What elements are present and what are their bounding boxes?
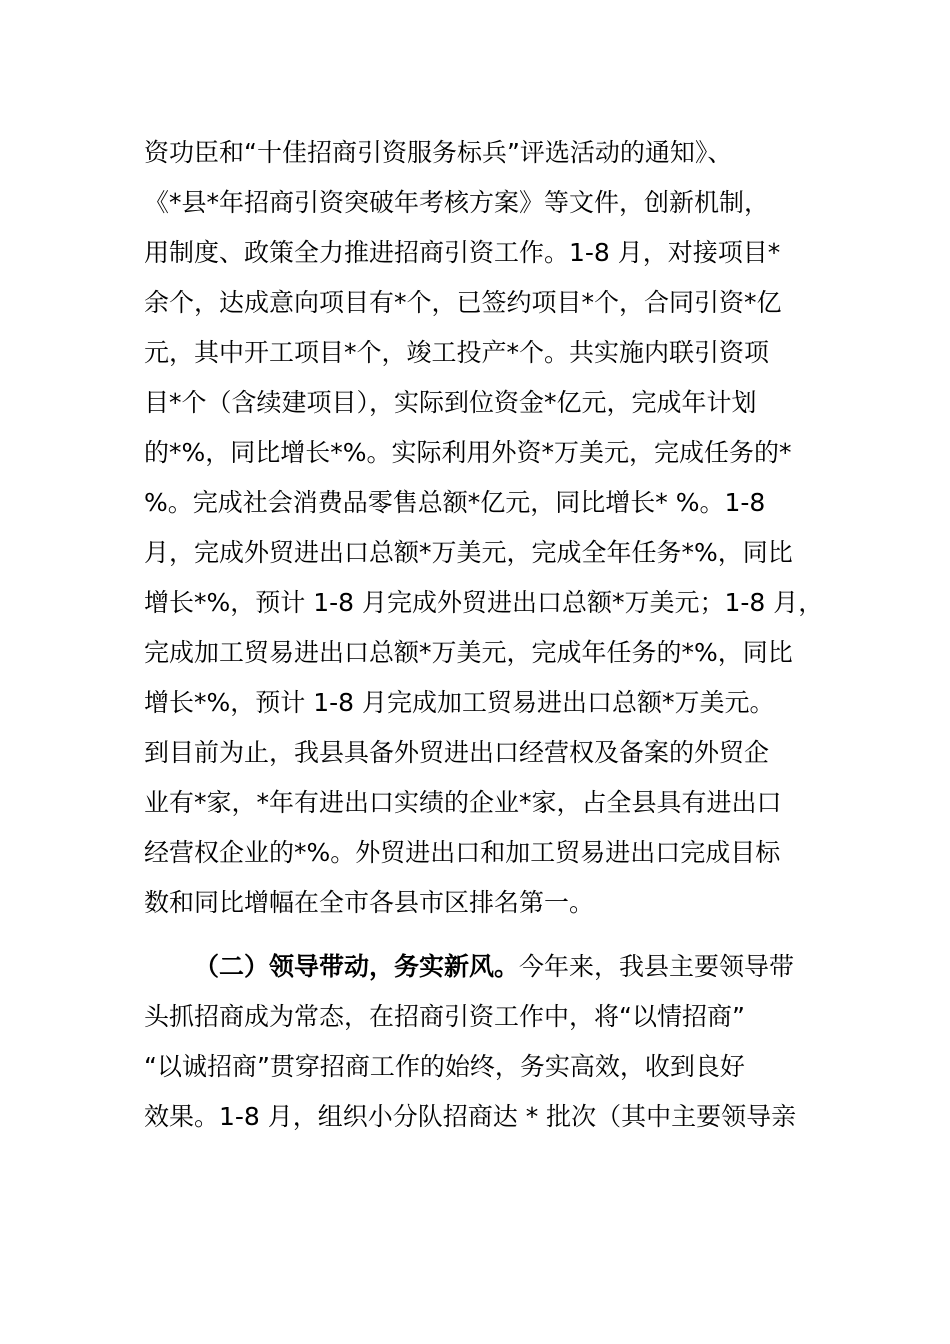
paragraph-1-line: 经营权企业的*%。外贸进出口和加工贸易进出口完成目标 (144, 838, 781, 867)
paragraph-1-line: 增长*%，预计 1-8 月完成外贸进出口总额*万美元；1-8 月， (144, 588, 824, 617)
paragraph-1-line: 余个，达成意向项目有*个，已签约项目*个，合同引资*亿 (144, 288, 782, 317)
paragraph-1-line: 元，其中开工项目*个，竣工投产*个。共实施内联引资项 (144, 338, 770, 367)
paragraph-1-line: 增长*%，预计 1-8 月完成加工贸易进出口总额*万美元。 (144, 688, 775, 717)
paragraph-1 (144, 128, 824, 928)
paragraph-1-line: 《*县*年招商引资突破年考核方案》等文件，创新机制， (144, 188, 770, 217)
paragraph-1-line: 到目前为止，我县具备外贸进出口经营权及备案的外贸企 (144, 738, 770, 767)
paragraph-gap (144, 928, 824, 942)
paragraph-2-line: 效果。1-8 月，组织小分队招商达 * 批次（其中主要领导亲 (144, 1102, 797, 1131)
document-body (144, 128, 824, 1142)
paragraph-1-line: 资功臣和“十佳招商引资服务标兵”评选活动的通知》、 (144, 138, 733, 167)
paragraph-1-line: 的*%，同比增长*%。实际利用外资*万美元，完成任务的* (144, 438, 792, 467)
paragraph-2-line: “以诚招商”贯穿招商工作的始终，务实高效，收到良好 (144, 1052, 745, 1081)
paragraph-1-line: 月，完成外贸进出口总额*万美元，完成全年任务*%，同比 (144, 538, 793, 567)
paragraph-2 (144, 942, 824, 1142)
paragraph-1-line: 业有*家，*年有进出口实绩的企业*家，占全县具有进出口 (144, 788, 782, 817)
paragraph-2-first-line (144, 942, 824, 992)
paragraph-2-first-line-text: 今年来，我县主要领导带 (519, 952, 795, 981)
paragraph-1-line: 完成加工贸易进出口总额*万美元，完成年任务的*%，同比 (144, 638, 793, 667)
paragraph-1-line: 数和同比增幅在全市各县市区排名第一。 (144, 888, 595, 917)
paragraph-1-line: 目*个（含续建项目），实际到位资金*亿元，完成年计划 (144, 388, 757, 417)
paragraph-2-line: 头抓招商成为常态，在招商引资工作中，将“以情招商” (144, 1002, 745, 1031)
paragraph-1-line: %。完成社会消费品零售总额*亿元，同比增长* %。1-8 (144, 488, 766, 517)
section-heading: （二）领导带动，务实新风。 (194, 952, 520, 981)
paragraph-1-line: 用制度、政策全力推进招商引资工作。1-8 月，对接项目* (144, 238, 781, 267)
